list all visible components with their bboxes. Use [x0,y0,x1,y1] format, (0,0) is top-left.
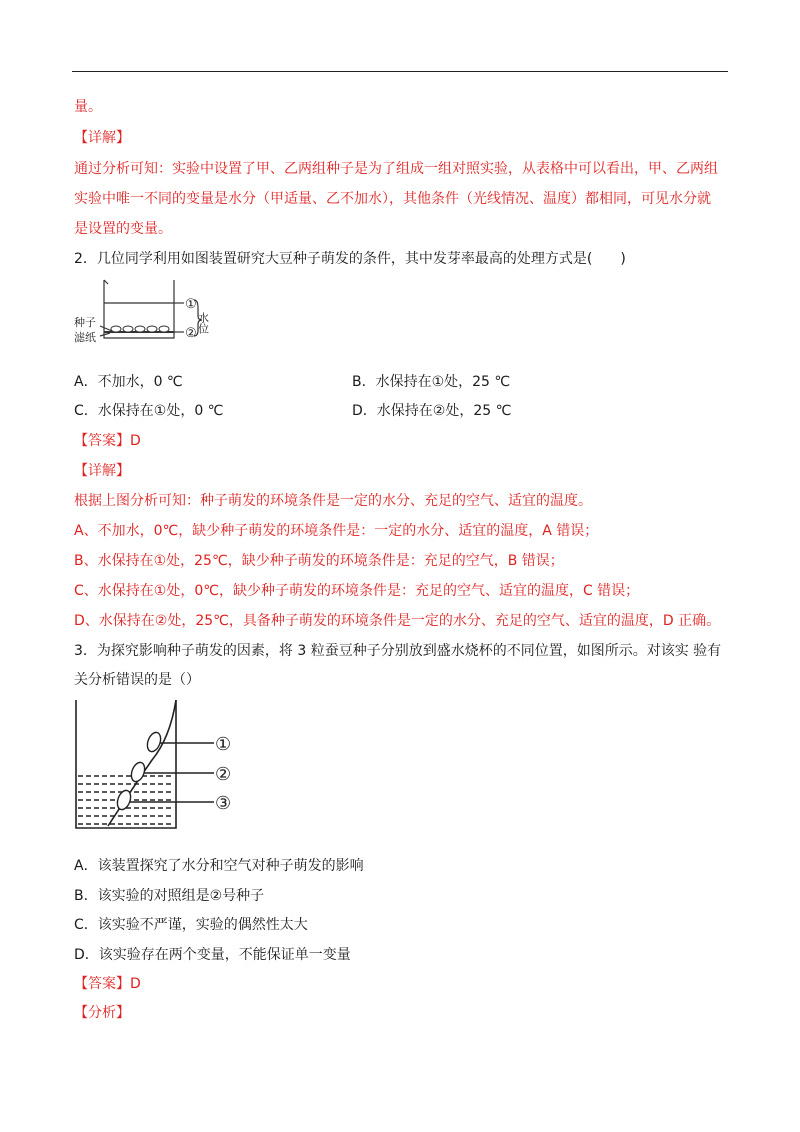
q3-fig-mark-1: ① [215,734,232,755]
q2-detail-line-5: D、水保持在②处，25℃，具备种子萌发的环境条件是一定的水分、充足的空气、适宜的温度，D 正确。 [74,613,721,629]
q2-option-b[interactable]: B．水保持在①处，25 ℃ [352,374,511,390]
q2-detail-line-4: C、水保持在①处，0℃，缺少种子萌发的环境条件是：充足的空气、适宜的温度，C 错误； [74,583,640,599]
q3-option-a[interactable]: A．该装置探究了水分和空气对种子萌发的影响 [74,858,364,874]
q2-beaker-figure [74,278,224,348]
q2-option-c[interactable]: C．水保持在①处，0 ℃ [74,403,224,419]
q3-fig-mark-3: ③ [215,793,232,814]
q2-detail-tag: 【详解】 [74,463,130,479]
q2-fig-mark-2: ② [185,326,197,341]
q2-answer: 【答案】D [74,433,141,449]
header-rule [72,71,728,72]
q2-option-d[interactable]: D．水保持在②处，25 ℃ [352,403,512,419]
q2-detail-line-2: A、不加水，0℃，缺少种子萌发的环境条件是：一定的水分、适宜的温度，A 错误； [74,523,599,539]
prev-tail: 量。 [74,99,102,115]
q2-fig-mark-1: ① [185,297,197,312]
prev-detail-line-2: 实验中唯一不同的变量是水分（甲适量、乙不加水），其他条件（光线情况、温度）都相同，可见水分就 [74,191,711,207]
q3-option-c[interactable]: C．该实验不严谨，实验的偶然性太大 [74,917,308,933]
q2-stem: 2．几位同学利用如图装置研究大豆种子萌发的条件，其中发芽率最高的处理方式是( ) [74,251,626,267]
q3-analysis-tag: 【分析】 [74,1005,130,1021]
prev-detail-line-3: 是设置的变量。 [74,221,172,237]
q3-option-b[interactable]: B．该实验的对照组是②号种子 [74,888,265,904]
prev-detail-line-1: 通过分析可知：实验中设置了甲、乙两组种子是为了组成一组对照实验，从表格中可以看出，甲、乙两组 [74,161,718,177]
q2-detail-line-3: B、水保持在①处，25℃，缺少种子萌发的环境条件是：充足的空气，B 错误； [74,553,564,569]
q3-stem-line-1: 3．为探究影响种子萌发的因素，将 3 粒蚕豆种子分别放到盛水烧杯的不同位置，如图所示。对该实 验有 [74,643,722,659]
q3-answer: 【答案】D [74,976,141,992]
q3-stem-line-2: 关分析错误的是（） [74,672,200,688]
q2-fig-water-label: 水位 [196,312,210,334]
q2-fig-seed-label: 种子 [74,316,96,329]
prev-detail-tag: 【详解】 [74,130,130,146]
q3-fig-mark-2: ② [215,764,232,785]
q2-detail-line-1: 根据上图分析可知：种子萌发的环境条件是一定的水分、充足的空气、适宜的温度。 [74,493,592,509]
q2-option-a[interactable]: A．不加水，0 ℃ [74,374,183,390]
q2-fig-paper-label: 滤纸 [74,331,96,344]
q3-option-d[interactable]: D．该实验存在两个变量，不能保证单一变量 [74,947,351,963]
q3-beaker-figure [74,698,244,833]
